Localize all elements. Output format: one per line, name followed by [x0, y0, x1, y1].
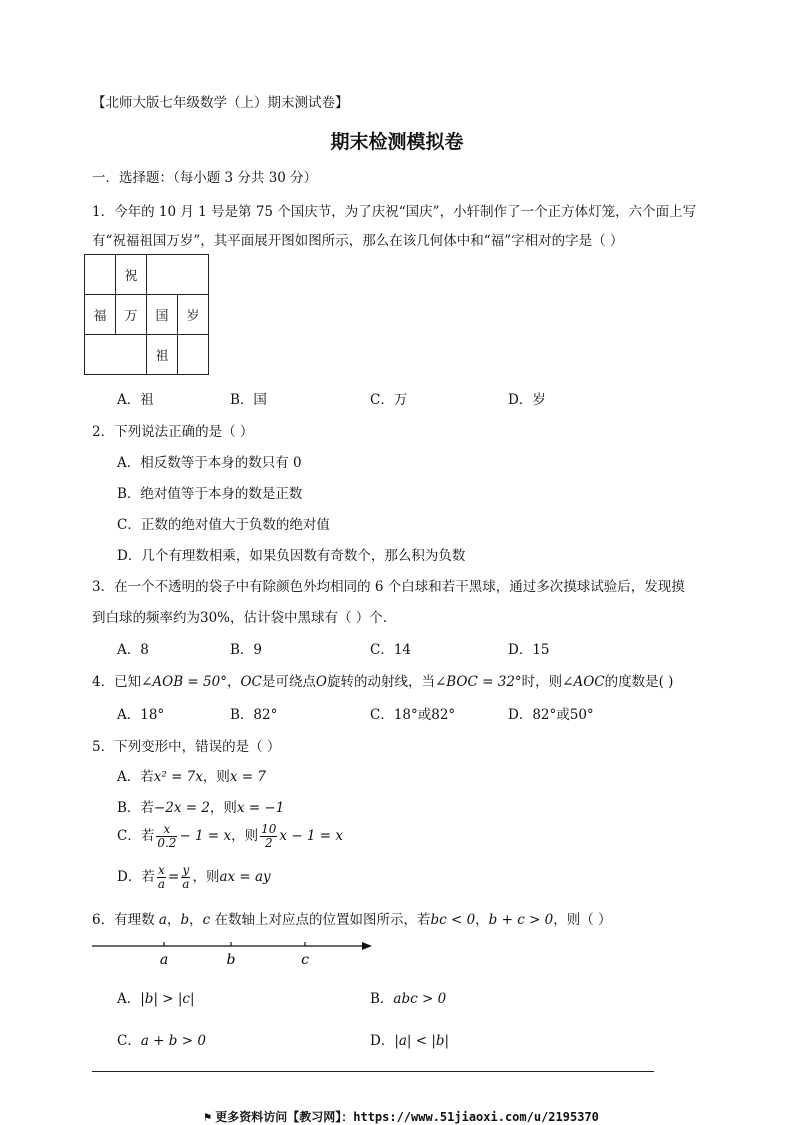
flag-icon: ⚑ [204, 1110, 212, 1124]
q4-option-a: A．18° [117, 707, 165, 723]
cube-net-figure [84, 254, 209, 375]
q2-option-a: A．相反数等于本身的数只有 0 [117, 455, 302, 471]
q1-option-a: A．祖 [117, 392, 154, 408]
net-cell: 国 [147, 295, 178, 335]
q4-stem: 4．已知∠AOB = 50°，OC是可绕点O旋转的动射线，当∠BOC = 32°时，则∠AOC的度数是( ) [92, 674, 674, 690]
net-cell: 祖 [147, 335, 178, 375]
q5-option-b: B．若−2x = 2，则x = −1 [117, 800, 285, 816]
q4-option-c: C．18°或82° [370, 707, 456, 723]
footer-divider [92, 1071, 654, 1072]
document-header: 【北师大版七年级数学（上）期末测试卷】 [92, 95, 349, 111]
footer-link[interactable]: ⚑ 更多资料访问【教习网】：https://www.51jiaoxi.com/u/2195370 [204, 1110, 599, 1124]
q3-option-b: B．9 [230, 642, 263, 658]
fraction: $\frac{x}{0.2}$ [157, 822, 177, 850]
q4-option-d: D．82°或50° [508, 707, 594, 723]
q3-option-d: D．15 [508, 642, 550, 658]
fraction: $\frac{y}{a}$ [182, 863, 190, 891]
q2-option-b: B．绝对值等于本身的数是正数 [117, 486, 303, 502]
fraction: $\frac{10}{2}$ [261, 822, 277, 850]
q3-stem-line1: 3．在一个不透明的袋子中有除颜色外均相同的 6 个白球和若干黑球，通过多次摸球试验后，发现摸 [92, 579, 685, 595]
q1-stem-line1: 1．今年的 10 月 1 号是第 75 个国庆节，为了庆祝“国庆”，小轩制作了一个正方体灯笼，六个面上写 [92, 204, 697, 220]
q5-stem: 5．下列变形中，错误的是（ ） [92, 739, 281, 755]
q4-option-b: B．82° [230, 707, 278, 723]
q3-option-c: C．14 [370, 642, 412, 658]
page-title: 期末检测模拟卷 [330, 131, 464, 153]
q5-option-d: D．若 $\frac{x}{a}$ = $\frac{y}{a}$ ，则ax = ay [117, 863, 271, 891]
label-a: a [159, 952, 169, 968]
net-cell: 岁 [178, 295, 209, 335]
arrow-right-icon [362, 942, 372, 950]
number-line-figure [88, 936, 378, 970]
label-c: c [301, 952, 309, 968]
net-cell: 祝 [116, 255, 147, 295]
section-heading: 一．选择题：（每小题 3 分共 30 分） [92, 170, 318, 186]
q6-option-b: B．abc > 0 [370, 991, 447, 1007]
net-cell: 福 [85, 295, 116, 335]
q5-option-a: A．若x² = 7x，则x = 7 [117, 769, 266, 785]
q6-stem: 6．有理数 a，b，c 在数轴上对应点的位置如图所示，若bc < 0，b + c > 0，则（ ） [92, 912, 612, 928]
q1-stem-line2: 有“祝福祖国万岁”，其平面展开图如图所示，那么在该几何体中和“福”字相对的字是（ ） [92, 233, 624, 249]
q3-stem-line2: 到白球的频率约为30%，估计袋中黑球有（ ）个． [92, 610, 397, 626]
fraction: $\frac{x}{a}$ [157, 863, 165, 891]
q2-stem: 2．下列说法正确的是（ ） [92, 424, 254, 440]
q3-option-a: A．8 [117, 642, 149, 658]
q2-option-d: D．几个有理数相乘，如果负因数有奇数个，那么积为负数 [117, 548, 466, 564]
q6-option-d: D．|a| < |b| [370, 1033, 450, 1049]
q6-option-a: A．|b| > |c| [117, 991, 195, 1007]
q2-option-c: C．正数的绝对值大于负数的绝对值 [117, 517, 330, 533]
q1-option-d: D．岁 [508, 392, 546, 408]
q5-option-c: C．若 $\frac{x}{0.2}$ − 1 = x，则 $\frac{10}{2}$ x − 1 = x [117, 822, 344, 850]
q1-option-b: B．国 [230, 392, 267, 408]
q6-option-c: C．a + b > 0 [117, 1033, 206, 1049]
label-b: b [226, 952, 236, 968]
net-cell: 万 [116, 295, 147, 335]
q1-option-c: C．万 [370, 392, 408, 408]
